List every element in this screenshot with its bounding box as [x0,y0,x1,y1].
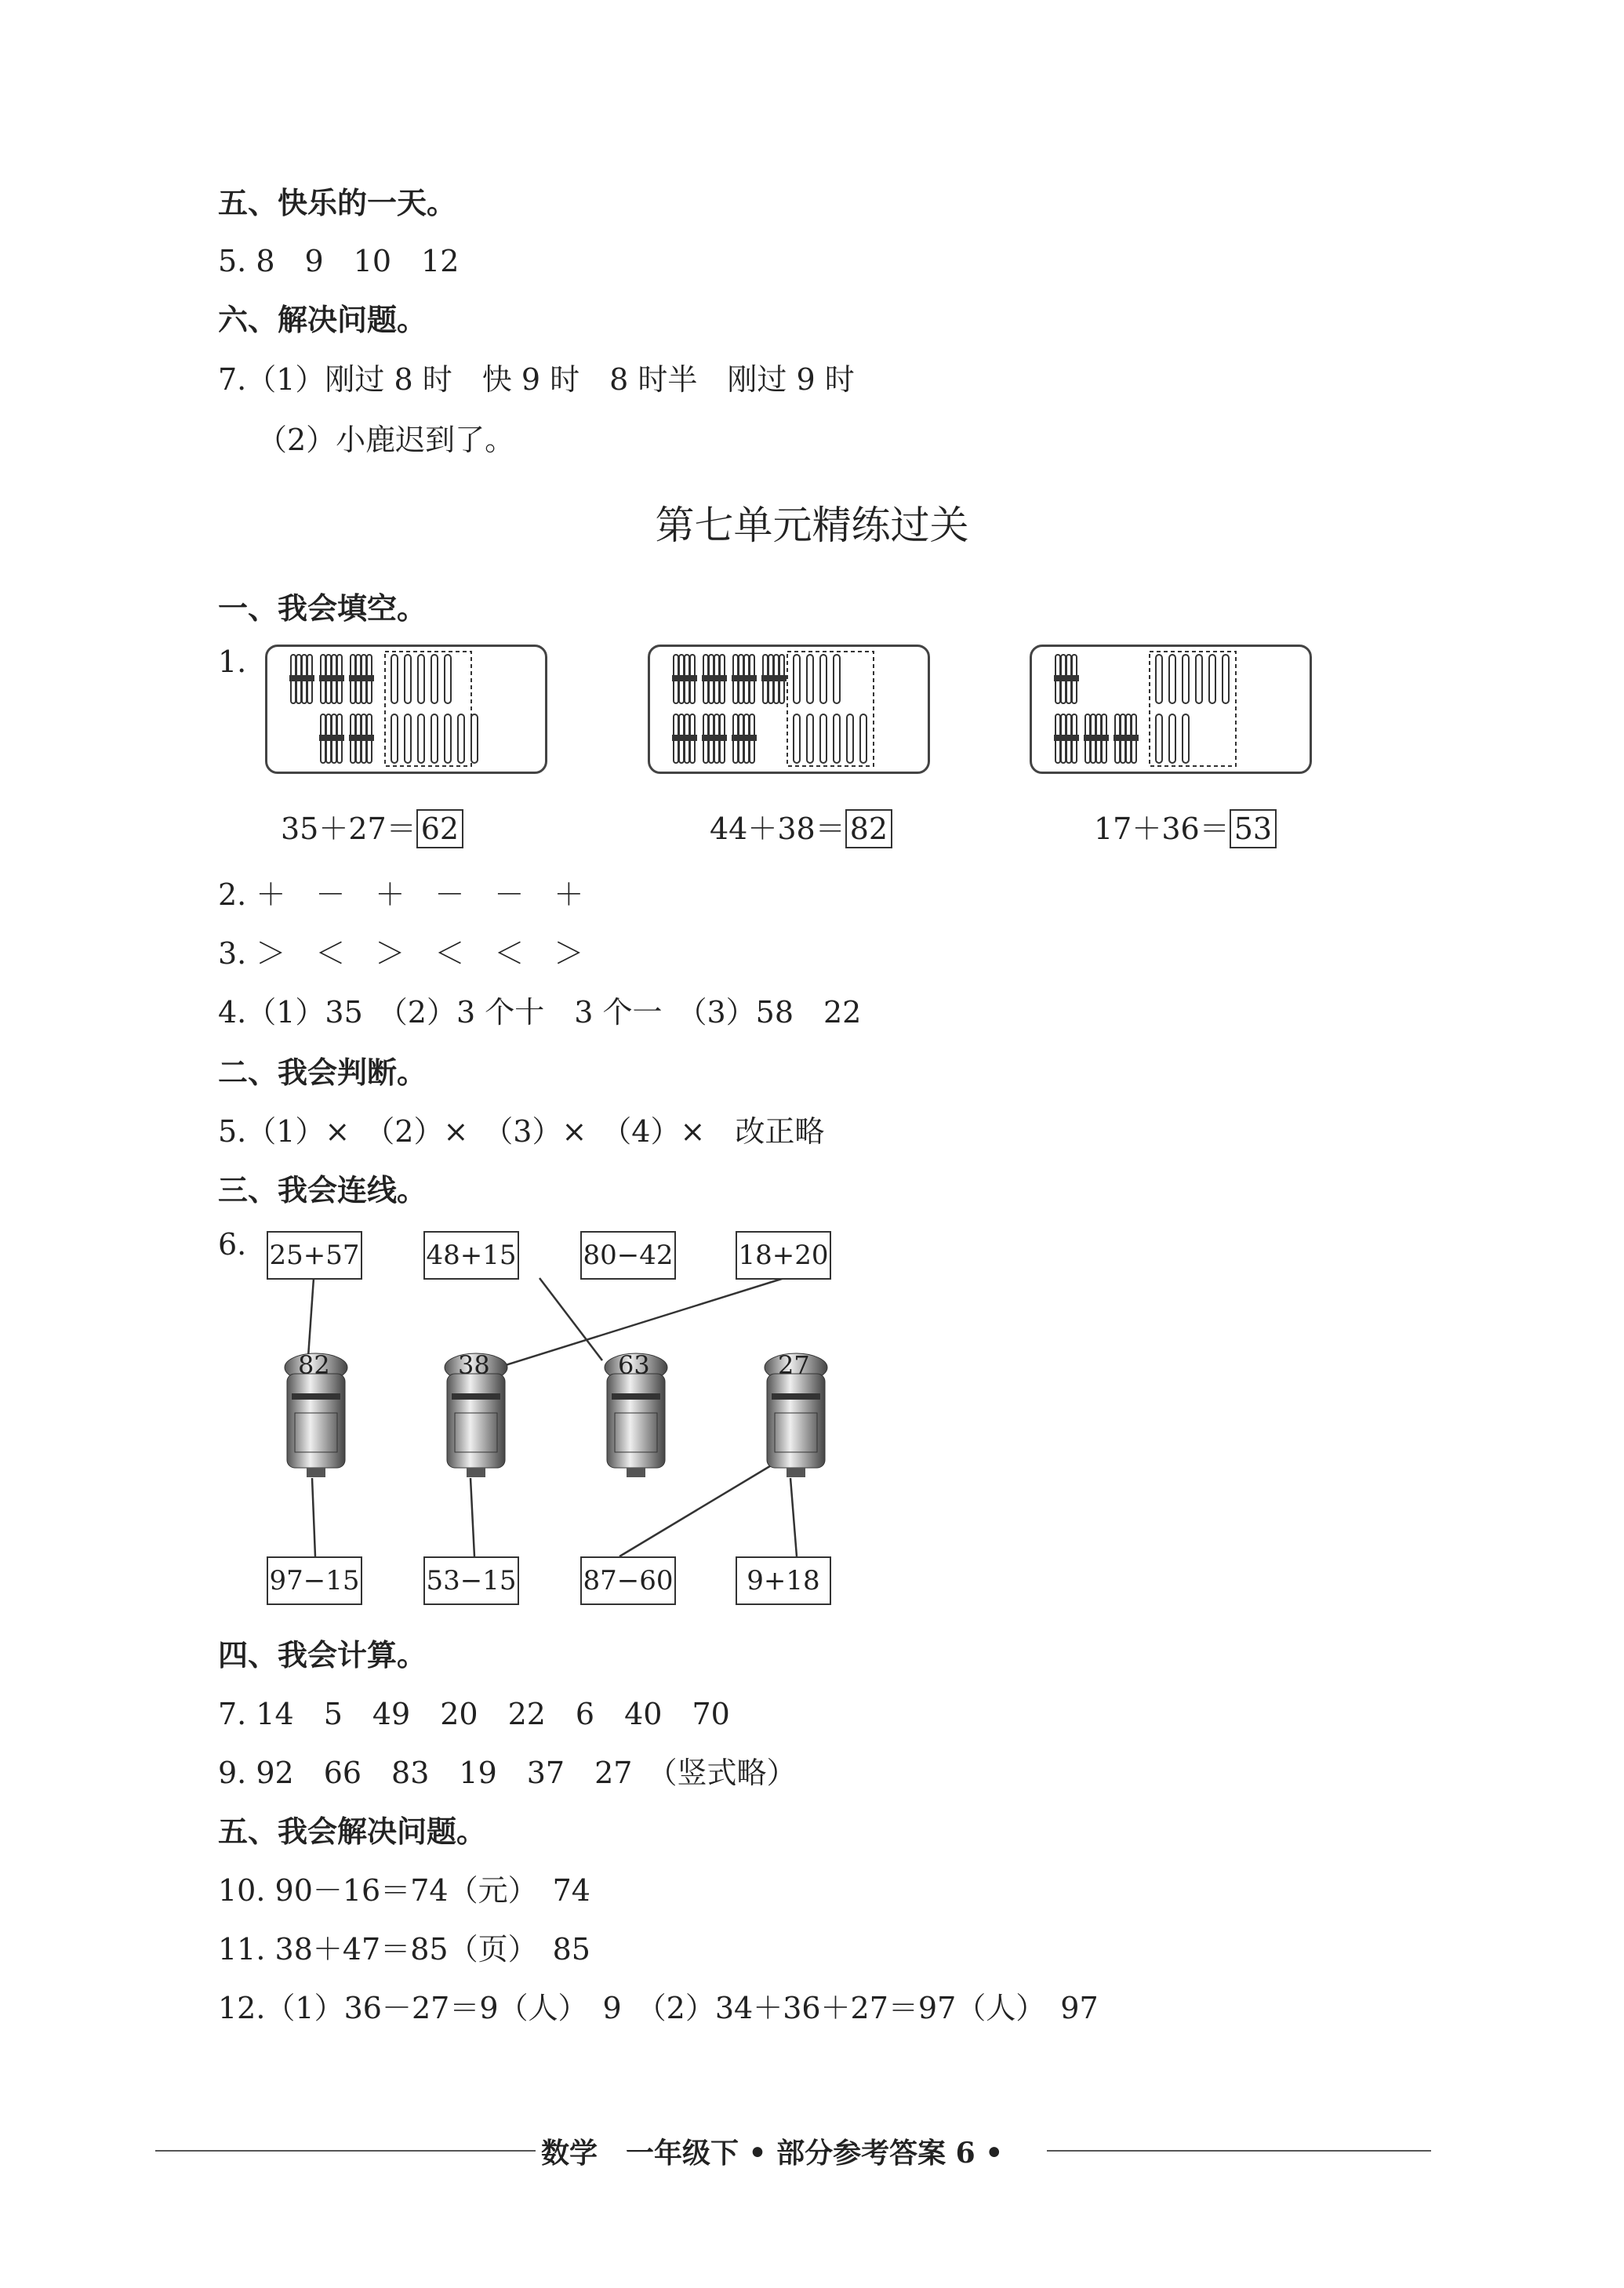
envelope-top-3: 80−42 [580,1231,676,1280]
section-calculate: 四、我会计算。 [218,1638,427,1672]
answer-q10: 10. 90－16＝74（元） 74 [218,1873,590,1908]
mailbox-4 [761,1350,831,1483]
mailbox-3 [601,1350,671,1483]
section-happy-day: 五、快乐的一天。 [218,186,457,220]
answer-q9: 9. 92 66 83 19 37 27 （竖式略） [218,1756,797,1790]
equation-2: 44＋38＝ 82 [710,804,892,848]
mailbox-1 [281,1350,351,1483]
answer-q3: 3. ＞ ＜ ＞ ＜ ＜ ＞ [218,936,584,971]
envelope-top-1: 25+57 [267,1231,362,1280]
mailbox-number: 63 [618,1350,650,1380]
answer-q7-1: 7.（1）刚过 8 时 快 9 时 8 时半 刚过 9 时 [218,362,855,397]
answer-q4: 4.（1）35 （2）3 个十 3 个一 （3）58 22 [218,995,862,1030]
q6-label: 6. [218,1227,247,1262]
envelope-bottom-2: 53−15 [423,1556,519,1605]
equation-3: 17＋36＝ 53 [1094,804,1277,848]
page-footer: 数学 一年级下 • 部分参考答案 6 • [541,2137,1004,2170]
answer-q5-happy-day: 5. 8 9 10 12 [218,244,460,278]
envelope-bottom-4: 9+18 [736,1556,831,1605]
mailbox-number: 38 [458,1350,490,1380]
answer-q5: 5.（1）× （2）× （3）× （4）× 改正略 [218,1114,825,1149]
answer-box: 62 [416,809,463,848]
answer-q11: 11. 38＋47＝85（页） 85 [218,1932,590,1967]
answer-box: 82 [845,809,892,848]
answer-box: 53 [1230,809,1277,848]
mailbox-number: 27 [778,1350,810,1380]
envelope-bottom-1: 97−15 [267,1556,362,1605]
section-solve-problems: 六、解决问题。 [218,303,427,337]
envelope-top-4: 18+20 [736,1231,831,1280]
answer-q2: 2. ＋ － ＋ － － ＋ [218,877,584,912]
envelope-bottom-3: 87−60 [580,1556,676,1605]
section-solve-word-problems: 五、我会解决问题。 [218,1814,487,1849]
answer-q7-calc: 7. 14 5 49 20 22 6 40 70 [218,1697,730,1731]
unit-title: 第七单元精练过关 [655,503,969,548]
equation-1: 35＋27＝ 62 [281,804,463,848]
answer-q7-2: （2）小鹿迟到了。 [257,423,515,457]
q1-label: 1. [218,645,247,679]
mailbox-2 [441,1350,511,1483]
answer-q12: 12.（1）36－27＝9（人） 9 （2）34＋36＋27＝97（人） 97 [218,1991,1099,2025]
section-judge: 二、我会判断。 [218,1055,427,1090]
footer-rule-left [155,2150,536,2152]
section-fill-blanks: 一、我会填空。 [218,591,427,626]
footer-rule-right [1047,2150,1431,2152]
mailbox-number: 82 [298,1350,330,1380]
envelope-top-2: 48+15 [423,1231,519,1280]
section-connect: 三、我会连线。 [218,1173,427,1208]
